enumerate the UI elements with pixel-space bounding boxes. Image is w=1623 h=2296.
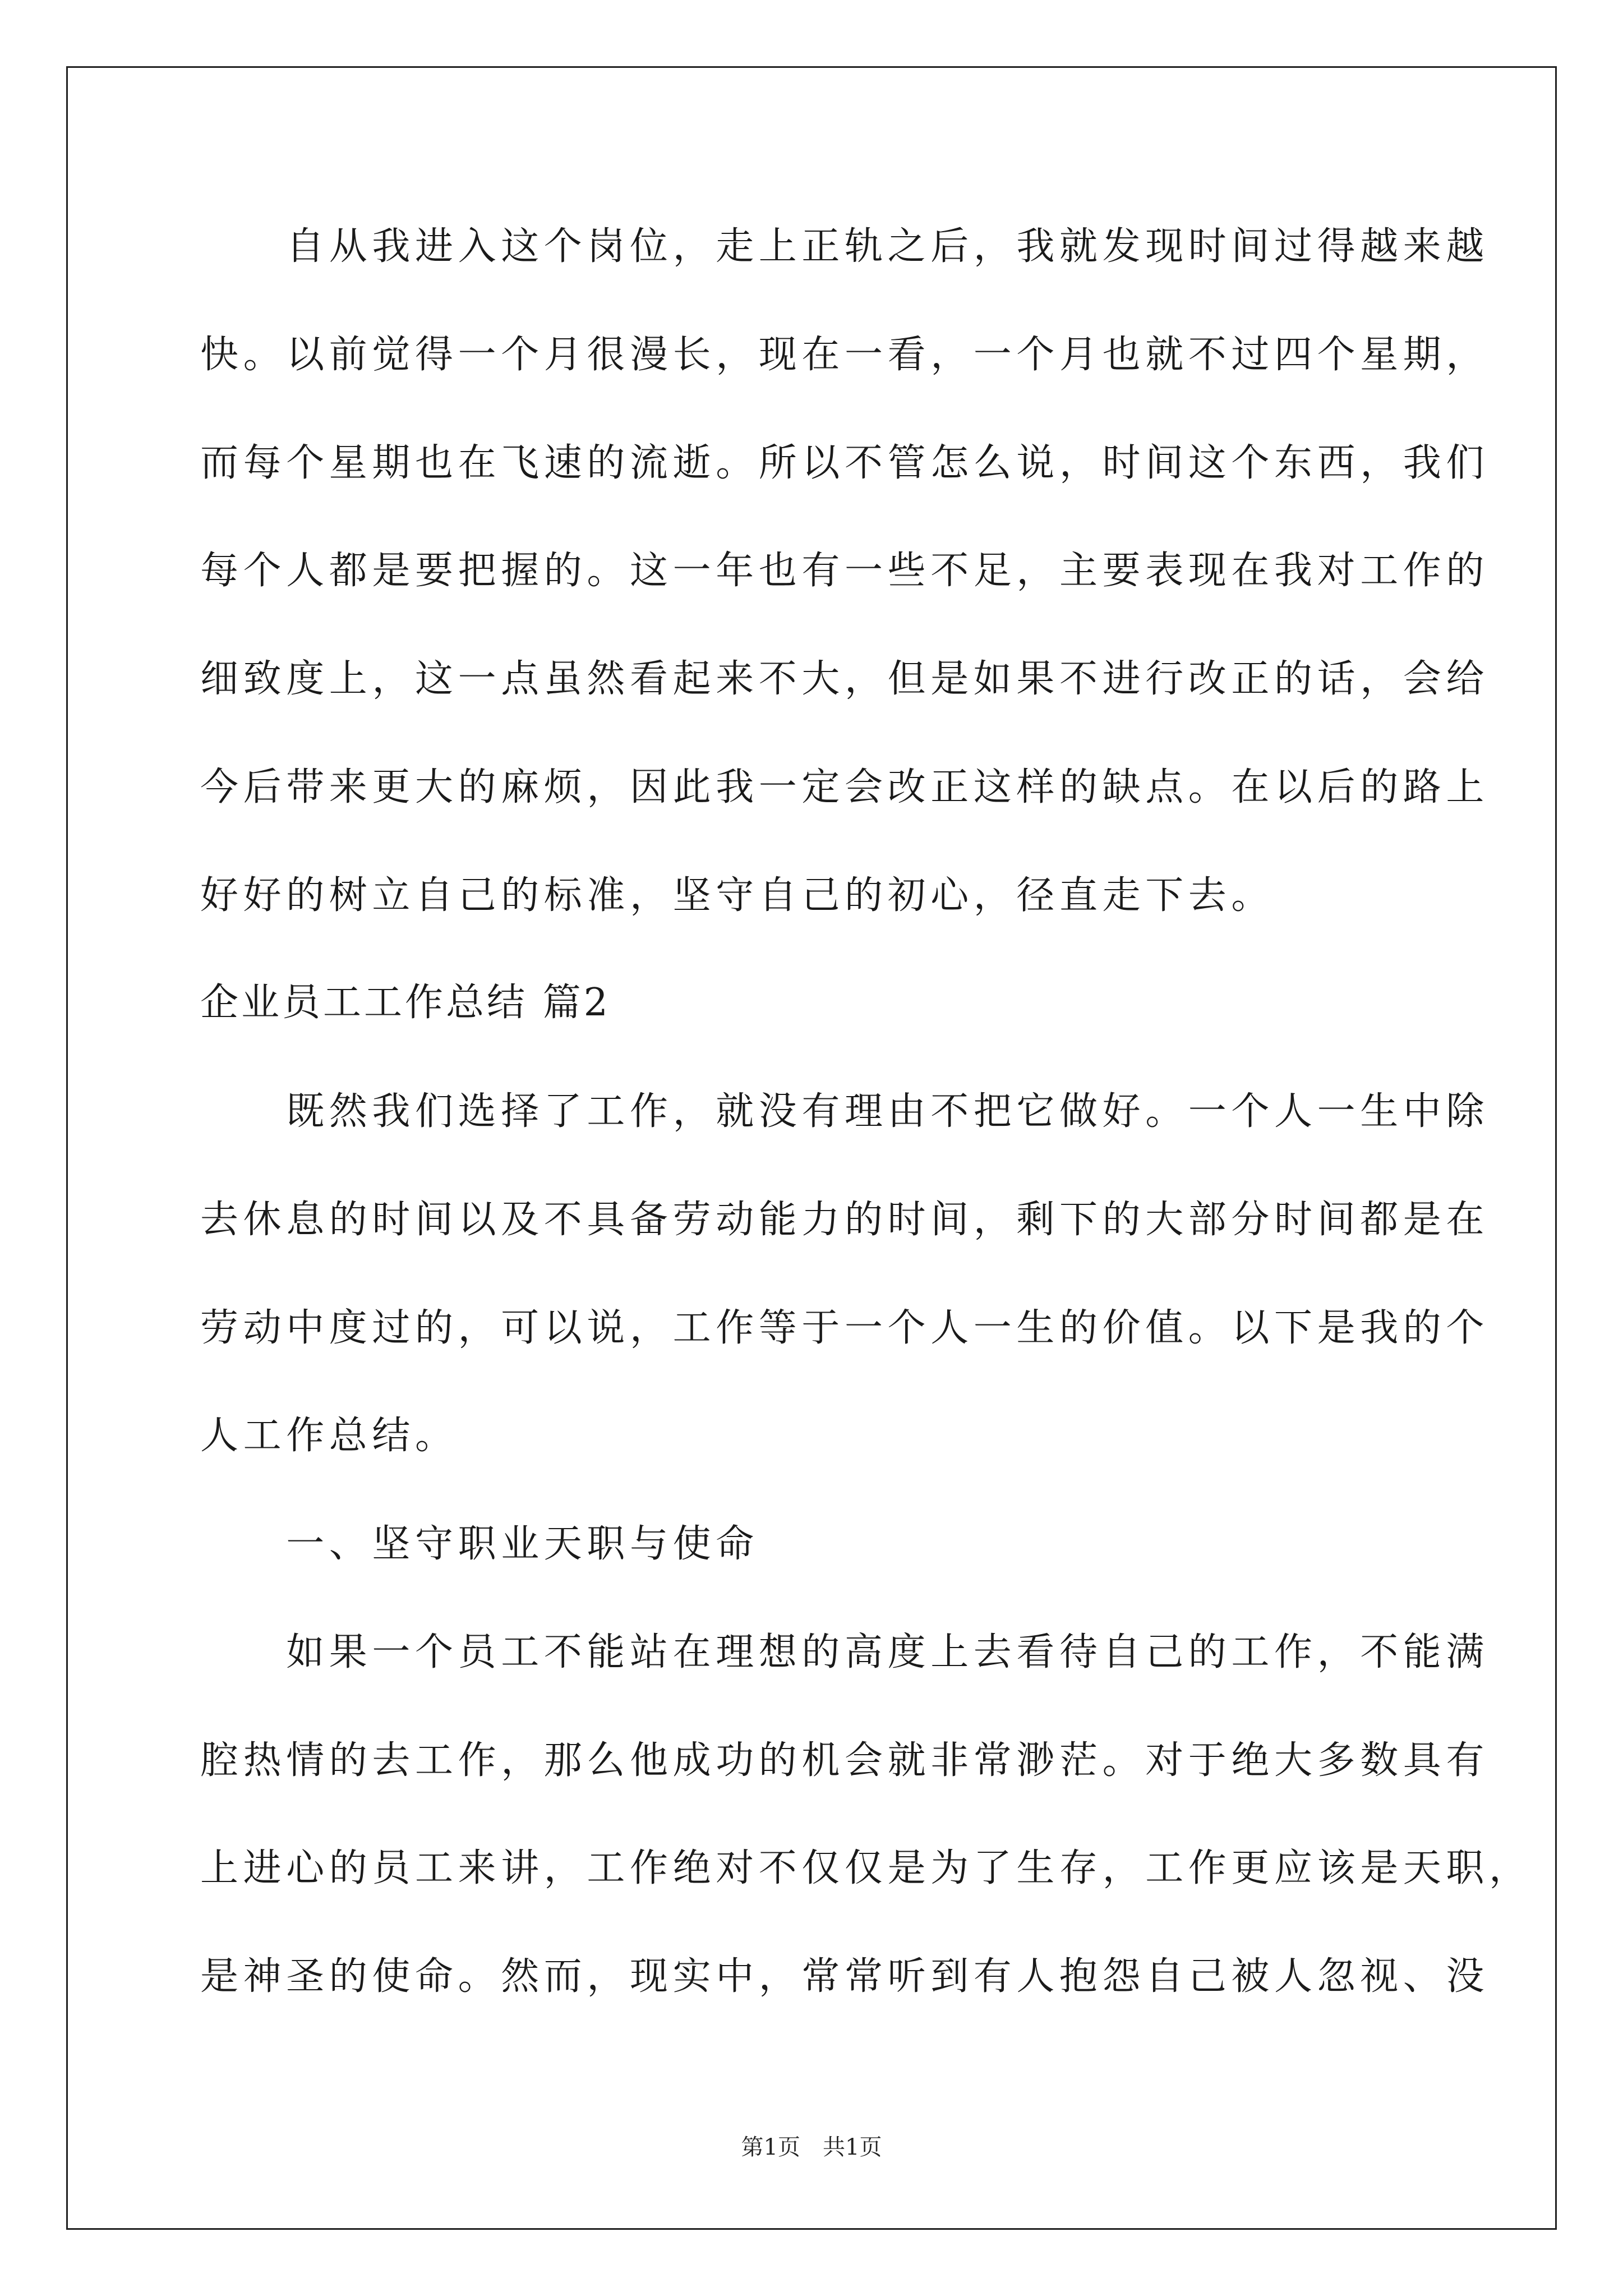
text-line: 每个人都是要把握的。这一年也有一些不足，主要表现在我对工作的: [200, 549, 1490, 593]
page-number-footer: 第1页 共1页: [741, 2134, 882, 2160]
text-line: 而每个星期也在飞速的流逝。所以不管怎么说，时间这个东西，我们: [200, 441, 1490, 485]
subsection-heading: 一、坚守职业天职与使命: [200, 1522, 759, 1566]
text-line: 如果一个员工不能站在理想的高度上去看待自己的工作，不能满: [200, 1630, 1490, 1674]
text-line: 上进心的员工来讲，工作绝对不仅仅是为了生存，工作更应该是天职，: [200, 1846, 1532, 1890]
text-line: 去休息的时间以及不具备劳动能力的时间，剩下的大部分时间都是在: [200, 1198, 1490, 1242]
text-line: 细致度上，这一点虽然看起来不大，但是如果不进行改正的话，会给: [200, 657, 1490, 701]
text-line: 自从我进入这个岗位，走上正轨之后，我就发现时间过得越来越: [200, 224, 1490, 269]
text-line: 今后带来更大的麻烦，因此我一定会改正这样的缺点。在以后的路上: [200, 765, 1490, 809]
text-line: 腔热情的去工作，那么他成功的机会就非常渺茫。对于绝大多数具有: [200, 1738, 1490, 1783]
text-line: 人工作总结。: [200, 1414, 458, 1458]
text-line: 快。以前觉得一个月很漫长，现在一看，一个月也就不过四个星期，: [200, 333, 1490, 377]
section-heading: 企业员工工作总结 篇2: [200, 981, 611, 1025]
text-line: 劳动中度过的，可以说，工作等于一个人一生的价值。以下是我的个: [200, 1306, 1490, 1350]
page-border: [66, 66, 1557, 2230]
text-line: 是神圣的使命。然而，现实中，常常听到有人抱怨自己被人忽视、没: [200, 1954, 1490, 1999]
text-line: 好好的树立自己的标准，坚守自己的初心，径直走下去。: [200, 873, 1275, 918]
text-line: 既然我们选择了工作，就没有理由不把它做好。一个人一生中除: [200, 1089, 1490, 1134]
